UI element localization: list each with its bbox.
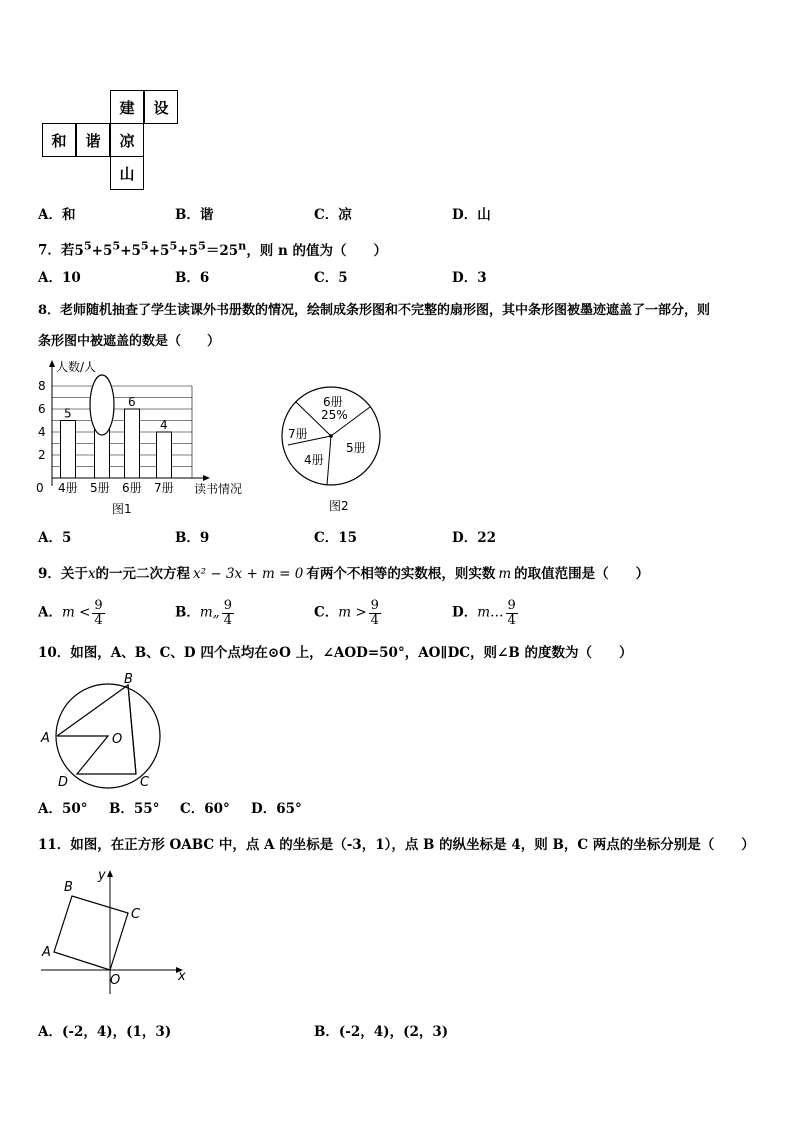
bar <box>61 421 76 479</box>
q9-text: 9．关于 <box>38 566 88 582</box>
pie-label-6: 6册 <box>323 395 343 409</box>
q11-option-a[interactable]: A．(-2，4)，(1，3) <box>38 1024 172 1040</box>
pie-label-7: 7册 <box>288 427 308 441</box>
net-cell: 凉 <box>110 123 144 157</box>
net-cell: 谐 <box>76 123 110 157</box>
segment-bc <box>128 685 136 774</box>
numerator: 9 <box>507 598 516 613</box>
inscribed-lines <box>57 685 136 774</box>
x-tick-label: 5册 <box>90 481 110 495</box>
q9-option-b[interactable] <box>175 599 234 627</box>
label-c: C <box>140 775 150 790</box>
x-tick-label: 7册 <box>154 481 174 495</box>
numerator: 9 <box>94 598 103 613</box>
net-cell: 山 <box>110 156 144 190</box>
denominator: 4 <box>223 612 232 628</box>
y-axis-title: 人数/人 <box>56 360 97 374</box>
pie-label-5: 5册 <box>346 441 366 455</box>
q11-stem: 11．如图，在正方形 OABC 中，点 A 的坐标是（-3，1），点 B 的纵坐标是 4，则 B，C 两点的坐标分别是（ ） <box>38 837 755 853</box>
q7-option-d[interactable]: D．3 <box>452 270 487 286</box>
q8-option-a[interactable]: A．5 <box>38 530 72 546</box>
x-tick-label: 4册 <box>58 481 78 495</box>
option-lhs: m„ <box>199 604 220 621</box>
q7-stem <box>38 240 387 258</box>
label-d: D <box>58 775 69 790</box>
square-oabc <box>54 896 128 970</box>
option-lhs: m > <box>338 604 367 621</box>
label-x: x <box>178 969 186 984</box>
option-letter: D． <box>452 604 478 621</box>
y-tick-label: 4 <box>38 425 46 439</box>
q6-option-b[interactable]: B．谐 <box>175 207 214 223</box>
label-o: O <box>112 732 123 747</box>
label-c: C <box>131 907 141 922</box>
q7-prefix: 7．若 <box>38 242 75 259</box>
label-a: A <box>41 731 50 746</box>
ink-blot <box>90 375 114 435</box>
q7-option-c[interactable]: C．5 <box>314 270 348 286</box>
q8-pie-chart <box>280 362 390 517</box>
fig1-caption: 图1 <box>112 502 132 516</box>
y-axis-arrow <box>49 360 55 367</box>
numerator: 9 <box>370 598 379 613</box>
y-tick-label: 6 <box>38 402 46 416</box>
q8-option-d[interactable]: D．22 <box>452 530 496 546</box>
q8-option-b[interactable]: B．9 <box>175 530 210 546</box>
q9-equation: x² − 3x + m = 0 <box>193 566 304 582</box>
denominator: 4 <box>507 612 516 628</box>
net-cell: 设 <box>144 90 178 124</box>
numerator: 9 <box>223 598 232 613</box>
pie-center <box>329 434 333 438</box>
label-o: O <box>110 973 121 988</box>
bar-value-label: 6 <box>128 395 136 409</box>
fraction <box>369 599 381 627</box>
q9-var-m: m <box>498 566 512 582</box>
denominator: 4 <box>370 612 379 628</box>
bar <box>125 409 140 478</box>
q10-option-c[interactable]: C．60° <box>180 801 230 817</box>
q7-expression: $5^5+5^5+5^5+5^5+5^5=25^n$，则 n 的值为（ ） <box>74 238 388 259</box>
q10-option-b[interactable]: B．55° <box>109 801 160 817</box>
q9-text: 的一元二次方程 <box>95 566 191 582</box>
q8-stem-line1: 8．老师随机抽查了学生读课外书册数的情况，绘制成条形图和不完整的扇形图，其中条形图被墨迹遮盖了一部分，则 <box>38 303 711 318</box>
fraction <box>92 599 104 627</box>
q11-square-figure <box>36 866 196 1001</box>
bar-value-label: 4 <box>160 418 168 432</box>
denominator: 4 <box>94 612 103 628</box>
x-tick-label: 6册 <box>122 481 142 495</box>
y-tick-label: 0 <box>36 481 44 495</box>
y-tick-label: 2 <box>38 448 46 462</box>
option-letter: C． <box>314 604 339 621</box>
label-b: B <box>124 672 133 687</box>
q9-stem <box>38 568 649 582</box>
label-y: y <box>98 868 106 883</box>
q9-text: 有两个不相等的实数根，则实数 <box>306 566 496 582</box>
q6-option-c[interactable]: C．凉 <box>314 207 352 223</box>
label-a: A <box>42 945 51 960</box>
q9-text: 的取值范围是（ ） <box>514 566 650 582</box>
option-lhs: m… <box>477 604 504 621</box>
q11-option-b[interactable]: B．(-2，4)，(2，3) <box>314 1024 449 1040</box>
q7-option-a[interactable]: A．10 <box>38 270 81 286</box>
option-letter: A． <box>38 604 62 621</box>
q9-var-x: x <box>87 566 96 582</box>
net-cell: 建 <box>110 90 144 124</box>
q10-option-a[interactable]: A．50° <box>38 801 88 817</box>
pie-label-4: 4册 <box>304 453 324 467</box>
q10-stem: 10．如图，A、B、C、D 四个点均在⊙O 上，∠AOD=50°，AO∥DC，则∠B 的度数为（ ） <box>38 645 633 661</box>
q8-stem-line2: 条形图中被遮盖的数是（ ） <box>38 334 221 349</box>
pie-percent-6: 25% <box>321 408 348 422</box>
bar <box>157 432 172 478</box>
option-letter: B． <box>175 604 200 621</box>
q9-option-d[interactable] <box>452 599 518 627</box>
q6-option-a[interactable]: A．和 <box>38 207 76 223</box>
q6-option-d[interactable]: D．山 <box>452 207 491 223</box>
bar-value-label: 5 <box>64 406 72 421</box>
option-lhs: m < <box>61 604 91 621</box>
q8-bar-chart <box>30 358 270 518</box>
q8-option-c[interactable]: C．15 <box>314 530 358 546</box>
fraction <box>222 599 234 627</box>
q10-option-d[interactable]: D．65° <box>251 801 302 817</box>
y-tick-label: 8 <box>38 379 46 393</box>
y-axis-arrow <box>107 870 113 877</box>
label-b: B <box>64 880 73 895</box>
q9-option-c[interactable] <box>314 599 381 627</box>
fraction <box>506 599 518 627</box>
x-axis-title: 读书情况 <box>194 482 243 496</box>
x-axis-arrow <box>203 475 210 481</box>
q9-option-a[interactable] <box>38 599 105 627</box>
q10-circle-figure <box>36 670 166 795</box>
fig2-caption: 图2 <box>329 499 349 513</box>
net-cell: 和 <box>42 123 76 157</box>
q7-option-b[interactable]: B．6 <box>175 270 210 286</box>
